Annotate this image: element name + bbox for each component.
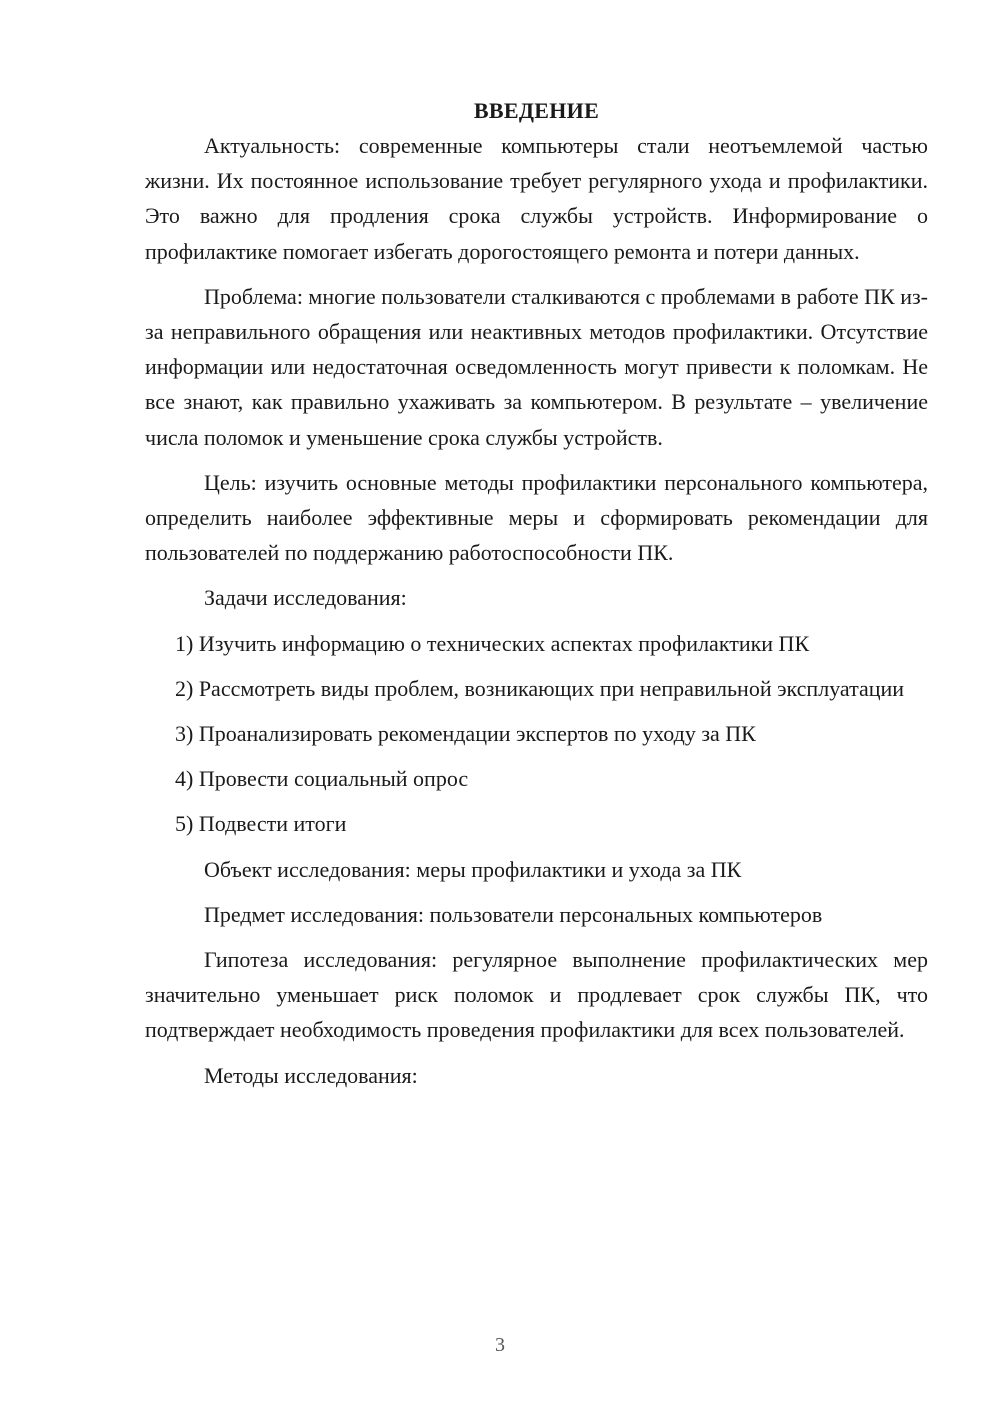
relevance-paragraph: Актуальность: современные компьютеры стали неотъемлемой частью жизни. Их постоянное использование требует регулярного ухода и профилактики. Это важно для продления срока службы устройств. Информирование о профилактике помогает избегать дорогостоящего ремонта и потери данных. xyxy=(145,133,928,264)
methods-heading: Методы исследования: xyxy=(204,1062,418,1088)
tasks-heading: Задачи исследования: xyxy=(204,585,407,611)
task-item-5: 5) Подвести итоги xyxy=(175,811,347,837)
task-item-2: 2) Рассмотреть виды проблем, возникающих при неправильной эксплуатации xyxy=(175,675,905,701)
problem-paragraph: Проблема: многие пользователи сталкиваются с проблемами в работе ПК из-за неправильного обращения или неактивных методов профилактики. Отсутствие информации или недостаточная осведомленность могут привести к поломкам. Не все знают, как правильно ухаживать за компьютером. В результате – увеличение числа поломок и уменьшение срока службы устройств. xyxy=(145,283,928,450)
research-object: Объект исследования: меры профилактики и ухода за ПК xyxy=(204,856,742,882)
document-page xyxy=(145,94,928,1093)
goal-paragraph: Цель: изучить основные методы профилактики персонального компьютера, определить наиболее эффективные меры и сформировать рекомендации для пользователей по поддержанию работоспособности ПК. xyxy=(145,469,928,566)
task-item-3: 3) Проанализировать рекомендации экспертов по уходу за ПК xyxy=(175,721,756,747)
page-number: 3 xyxy=(495,1334,505,1356)
task-item-1: 1) Изучить информацию о технических аспектах профилактики ПК xyxy=(175,630,810,656)
research-subject: Предмет исследования: пользователи персональных компьютеров xyxy=(204,901,823,927)
research-hypothesis: Гипотеза исследования: регулярное выполнение профилактических мер значительно уменьшает риск поломок и продлевает срок службы ПК, что подтверждает необходимость проведения профилактики для всех пользователей. xyxy=(145,947,928,1043)
task-item-4: 4) Провести социальный опрос xyxy=(175,766,469,792)
section-title: ВВЕДЕНИЕ xyxy=(473,98,600,123)
